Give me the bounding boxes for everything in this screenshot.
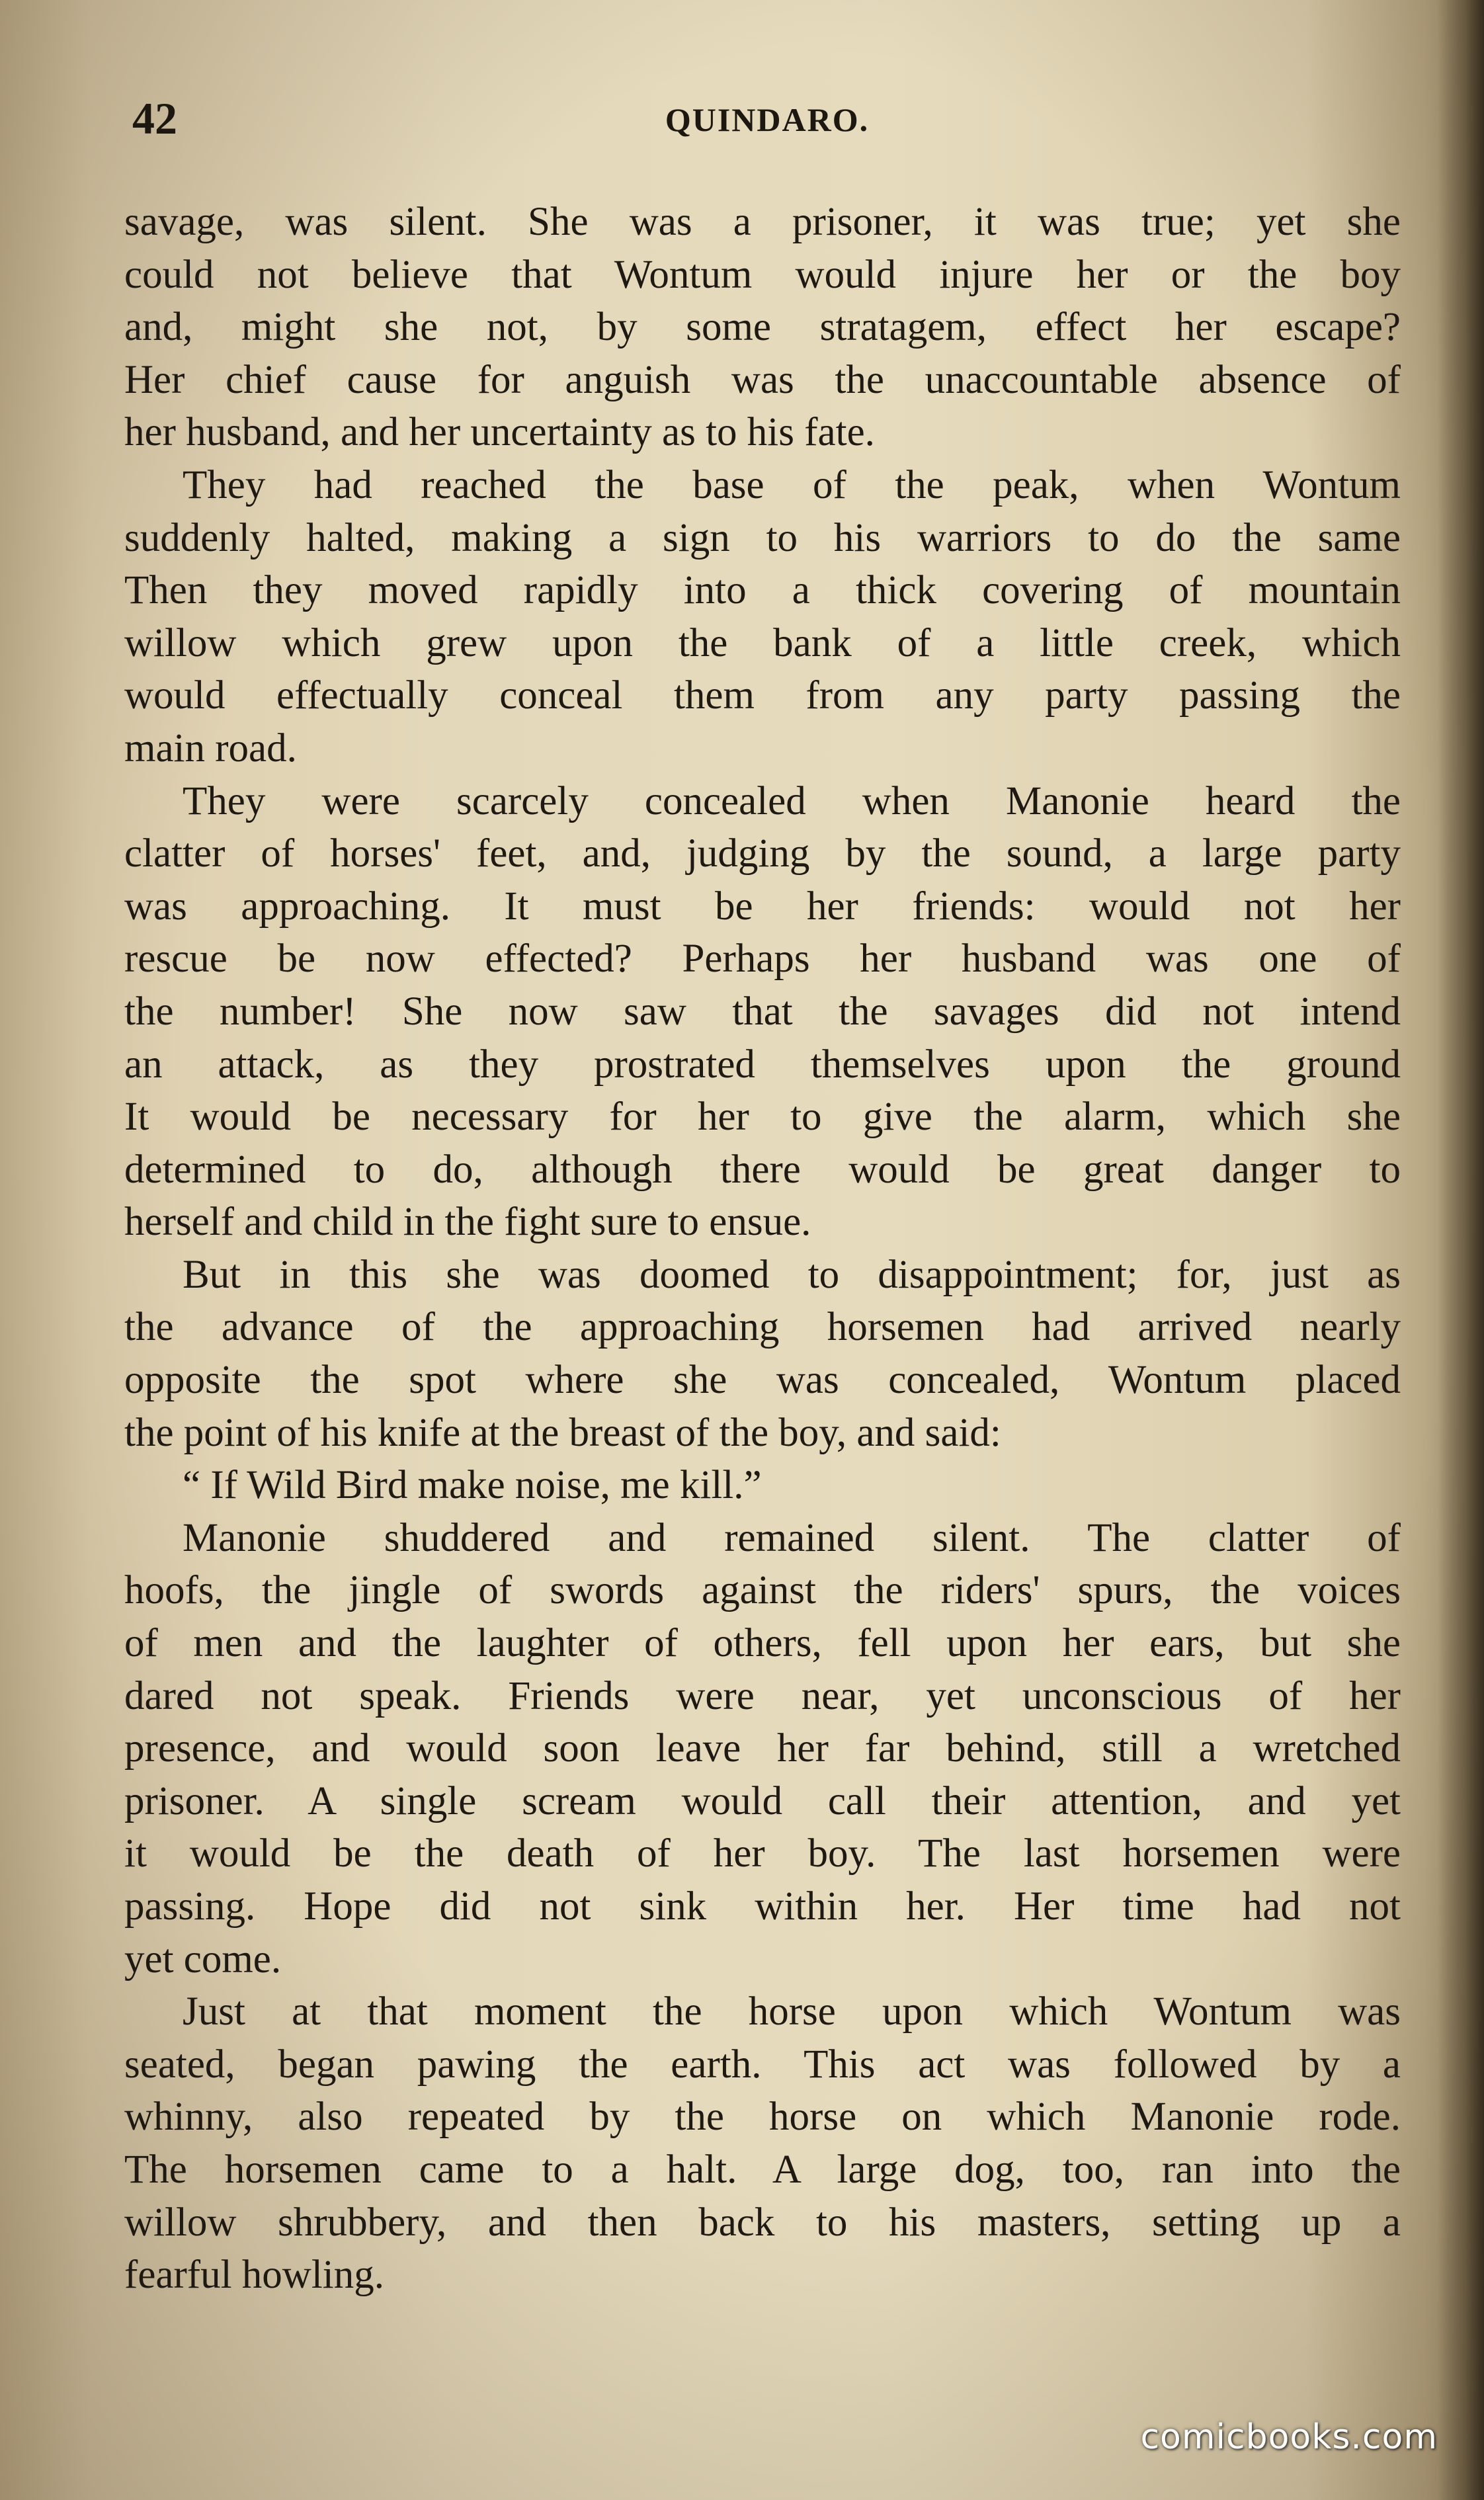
text-line: her husband, and her uncertainty as to his fate. [124,410,875,455]
text-line: and, might she not, by some stratagem, effect her escape? [124,305,1401,350]
page-number: 42 [132,93,177,144]
text-line: fearful howling. [124,2253,384,2298]
text-line: herself and child in the fight sure to ensue. [124,1200,811,1245]
text-line: But in this she was doomed to disappointment; for, just as [183,1252,1401,1297]
paragraph [124,1985,1401,2302]
text-line: suddenly halted, making a sign to his warriors to do the same [124,515,1401,560]
text-line: willow which grew upon the bank of a little creek, which [124,620,1401,665]
text-line: would effectually conceal them from any party passing the [124,673,1401,718]
text-line: presence, and would soon leave her far behind, still a wretched [124,1726,1401,1771]
text-line: Just at that moment the horse upon which Wontum was [183,1989,1401,2034]
text-line: opposite the spot where she was concealed, Wontum placed [124,1358,1401,1403]
text-line: savage, was silent. She was a prisoner, it was true; yet she [124,200,1401,244]
text-line: the number! She now saw that the savages did not intend [124,989,1401,1034]
text-line: whinny, also repeated by the horse on which Manonie rode. [124,2095,1401,2140]
text-line: was approaching. It must be her friends: would not her [124,884,1401,929]
text-line: the point of his knife at the breast of the boy, and said: [124,1410,1001,1455]
running-head: QUINDARO. [665,101,870,138]
watermark: comicbooks.com [1140,2417,1438,2457]
text-line: willow shrubbery, and then back to his masters, setting up a [124,2200,1401,2245]
text-line: prisoner. A single scream would call their attention, and yet [124,1778,1401,1823]
page-edge-shadow [1438,0,1484,2500]
text-line: rescue be now effected? Perhaps her husband was one of [124,937,1401,981]
text-line: yet come. [124,1937,282,1981]
text-line: dared not speak. Friends were near, yet unconscious of her [124,1673,1401,1718]
text-line: it would be the death of her boy. The last horsemen were [124,1831,1401,1876]
text-line: the advance of the approaching horsemen had arrived nearly [124,1305,1401,1350]
text-line: determined to do, although there would be great danger to [124,1147,1401,1192]
text-line: They were scarcely concealed when Manonie heard the [183,778,1401,823]
body-text [124,196,1401,2302]
text-line: an attack, as they prostrated themselves upon the ground [124,1042,1401,1087]
paragraph [124,459,1401,775]
text-line: main road. [124,726,297,771]
paragraph [124,1459,1401,1512]
paragraph [124,196,1401,459]
text-line: It would be necessary for her to give the alarm, which she [124,1095,1401,1140]
text-line: The horsemen came to a halt. A large dog, too, ran into the [124,2147,1401,2192]
text-line: of men and the laughter of others, fell upon her ears, but she [124,1621,1401,1666]
text-line: Manonie shuddered and remained silent. The clatter of [183,1515,1401,1560]
paragraph [124,775,1401,1249]
text-line: They had reached the base of the peak, when Wontum [183,462,1401,507]
text-line: hoofs, the jingle of swords against the riders' spurs, the voices [124,1568,1401,1613]
paragraph [124,1249,1401,1459]
page-header [132,86,1402,159]
text-line: Then they moved rapidly into a thick covering of mountain [124,568,1401,613]
text-line: could not believe that Wontum would injure her or the boy [124,252,1401,297]
text-line: seated, began pawing the earth. This act was followed by a [124,2042,1401,2087]
text-line: “ If Wild Bird make noise, me kill.” [183,1463,762,1508]
text-line: passing. Hope did not sink within her. Her time had not [124,1884,1401,1929]
paragraph [124,1512,1401,1985]
text-line: Her chief cause for anguish was the unaccountable absence of [124,357,1401,402]
text-line: clatter of horses' feet, and, judging by the sound, a large party [124,831,1401,876]
